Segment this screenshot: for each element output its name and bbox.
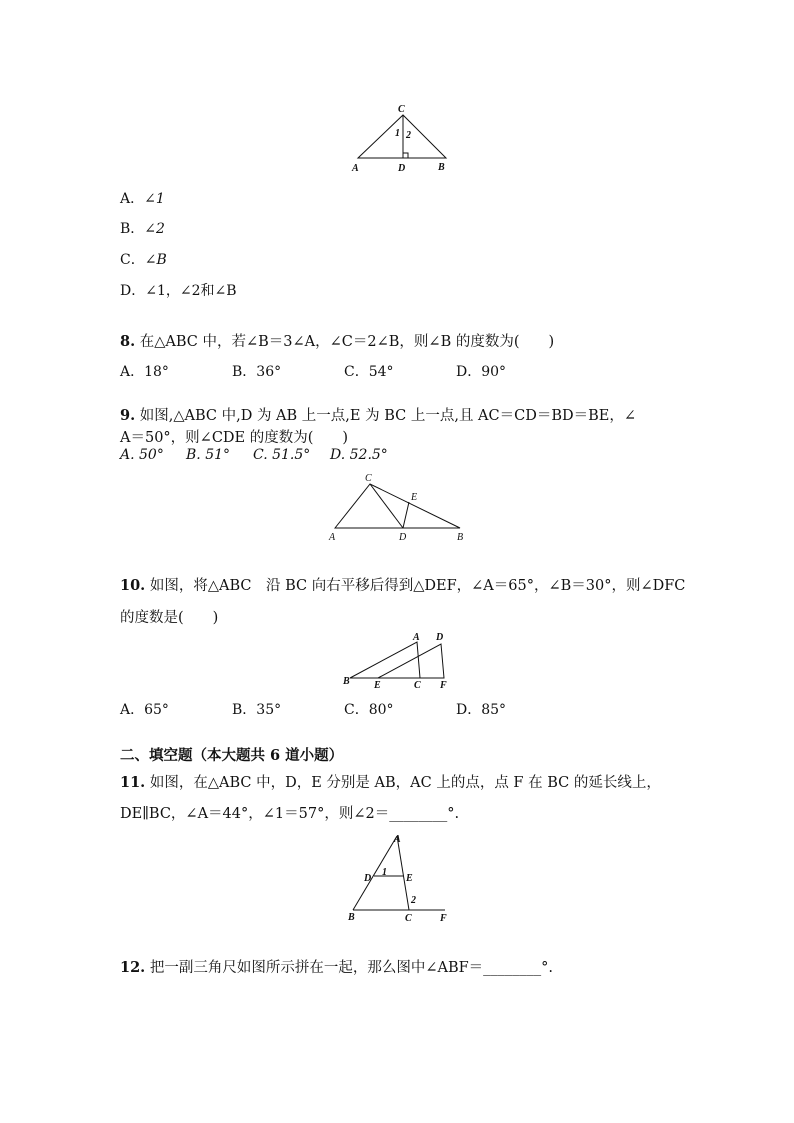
q7-option-a[interactable]	[120, 188, 165, 208]
option-text: ∠B	[144, 252, 167, 268]
label-a: A	[394, 834, 401, 845]
label-d: D	[399, 532, 407, 543]
question-8	[120, 330, 554, 351]
triangle-abc	[350, 642, 420, 678]
q8-option-a[interactable]: A．18°	[120, 364, 169, 380]
question-number: 12.	[120, 959, 146, 976]
question-11	[120, 771, 661, 792]
question-9-line-2: A＝50°，则∠CDE 的度数为( )	[120, 430, 349, 446]
figure-q7	[340, 100, 460, 180]
q7-option-d[interactable]	[120, 280, 237, 300]
question-9	[120, 404, 636, 425]
question-stem-line-1: 如图，在△ABC 中，D，E 分别是 AB，AC 上的点，点 F 在 BC 的延长线上，	[149, 775, 661, 791]
label-2: 2	[406, 130, 411, 141]
option-letter: A．	[120, 191, 145, 207]
segment-de	[403, 502, 409, 528]
question-stem: 在△ABC 中，若∠B＝3∠A，∠C＝2∠B，则∠B 的度数为( )	[139, 334, 555, 350]
q9-option-a[interactable]: A. 50°	[120, 447, 164, 463]
label-1: 1	[382, 867, 387, 878]
option-text: ∠1，∠2和∠B	[145, 283, 237, 299]
q9-option-c[interactable]: C. 51.5°	[253, 447, 311, 463]
label-c: C	[405, 913, 412, 924]
question-10	[120, 574, 685, 595]
label-c: C	[398, 104, 405, 115]
right-angle-mark	[403, 153, 408, 158]
q10-option-d[interactable]: D．85°	[456, 702, 507, 718]
question-number: 11.	[120, 774, 146, 791]
label-a: A	[413, 632, 420, 643]
q10-option-c[interactable]: C．80°	[344, 702, 394, 718]
question-11-line-2: DE∥BC，∠A＝44°，∠1＝57°，则∠2＝________°.	[120, 806, 460, 822]
question-stem-line-1: 如图，将△ABC 沿 BC 向右平移后得到△DEF，∠A＝65°，∠B＝30°，则∠DFC	[149, 578, 686, 594]
option-letter: C．	[120, 252, 145, 268]
q8-option-c[interactable]: C．54°	[344, 364, 394, 380]
label-a: A	[352, 163, 359, 174]
label-b: B	[457, 532, 464, 543]
q9-option-b[interactable]: B. 51°	[186, 447, 231, 463]
question-10-line-2: 的度数是( )	[120, 610, 219, 626]
option-text: ∠2	[144, 221, 165, 237]
label-f: F	[440, 680, 447, 691]
q9-option-d[interactable]: D. 52.5°	[330, 447, 388, 463]
section-2-title: 二、填空题（本大题共 6 道小题）	[120, 747, 344, 764]
q8-option-b[interactable]: B．36°	[232, 364, 282, 380]
triangle-def	[378, 644, 444, 678]
label-a: A	[329, 532, 336, 543]
q8-option-d[interactable]: D．90°	[456, 364, 507, 380]
label-b: B	[343, 676, 350, 687]
option-letter: D．	[120, 283, 146, 299]
label-b: B	[438, 162, 445, 173]
segment-ab	[353, 836, 397, 910]
label-2: 2	[411, 895, 416, 906]
label-1: 1	[395, 128, 400, 139]
figure-q9	[325, 470, 475, 550]
question-stem-line-1: 如图,△ABC 中,D 为 AB 上一点,E 为 BC 上一点,且 AC＝CD＝BD＝BE，∠	[139, 408, 637, 424]
q10-option-a[interactable]: A．65°	[120, 702, 169, 718]
option-text: ∠1	[144, 191, 165, 207]
segment-cd	[370, 484, 403, 528]
q7-option-c[interactable]	[120, 249, 167, 269]
label-d: D	[398, 163, 406, 174]
label-b: B	[348, 912, 355, 923]
label-d: D	[436, 632, 444, 643]
label-f: F	[440, 913, 447, 924]
label-c: C	[365, 473, 372, 484]
question-12	[120, 956, 553, 977]
label-c: C	[414, 680, 421, 691]
figure-q10	[340, 628, 455, 693]
triangle-abc	[358, 115, 446, 158]
question-number: 8.	[120, 333, 136, 350]
question-stem: 把一副三角尺如图所示拼在一起，那么图中∠ABF＝________°.	[149, 960, 554, 976]
option-letter: B．	[120, 221, 145, 237]
label-e: E	[406, 873, 413, 884]
label-e: E	[411, 492, 418, 503]
question-number: 9.	[120, 407, 136, 424]
label-e: E	[374, 680, 381, 691]
q7-option-b[interactable]	[120, 218, 165, 238]
question-number: 10.	[120, 577, 146, 594]
figure-q11	[345, 830, 455, 925]
q10-option-b[interactable]: B．35°	[232, 702, 282, 718]
label-d: D	[364, 873, 372, 884]
